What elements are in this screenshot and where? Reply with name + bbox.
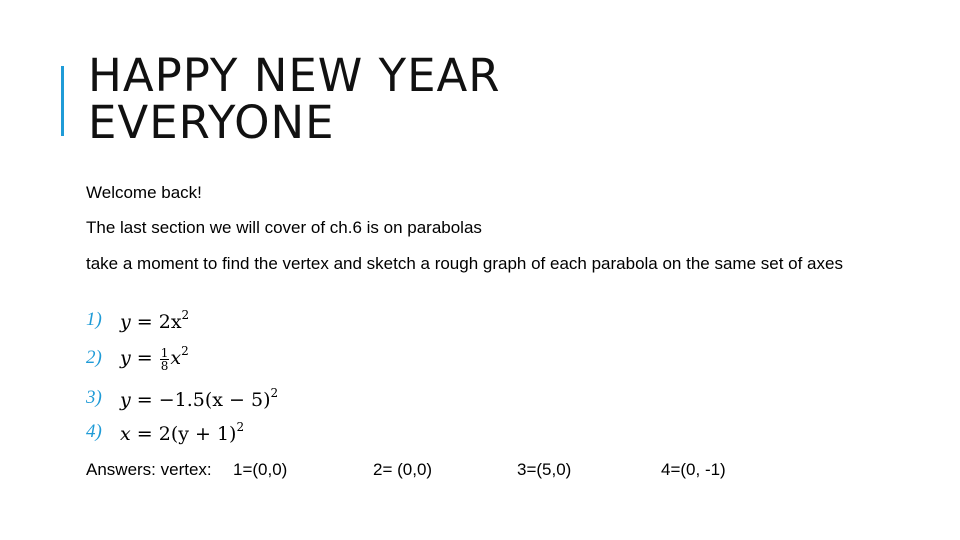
equation-exponent: 2 bbox=[270, 385, 279, 400]
problem-item-4 bbox=[86, 415, 244, 449]
answer-2: 2= (0,0) bbox=[373, 460, 433, 479]
problem-equation bbox=[120, 386, 278, 411]
equation-exponent: 2 bbox=[181, 307, 190, 322]
problem-number: 2) bbox=[86, 347, 102, 368]
answer-1: 1=(0,0) bbox=[233, 460, 288, 479]
equation-lhs: y bbox=[120, 347, 131, 370]
slide-title-line-2: EVERYONE bbox=[88, 96, 335, 149]
equation-rhs: = 2(y + 1) bbox=[136, 422, 237, 445]
problem-equation bbox=[120, 344, 189, 372]
problem-number: 3) bbox=[86, 387, 102, 408]
slide-title bbox=[88, 49, 501, 149]
equation-variable: x bbox=[170, 347, 182, 370]
equation-lhs: x bbox=[120, 422, 131, 445]
equation-lhs: y bbox=[120, 388, 131, 411]
problem-equation bbox=[120, 308, 189, 333]
equation-exponent: 2 bbox=[236, 419, 245, 434]
problem-number: 1) bbox=[86, 309, 102, 330]
equation-exponent: 2 bbox=[181, 344, 189, 359]
fraction-numerator: 1 bbox=[160, 345, 169, 360]
answer-3: 3=(5,0) bbox=[517, 460, 572, 479]
answer-4: 4=(0, -1) bbox=[661, 460, 726, 479]
problem-item-3 bbox=[86, 381, 278, 415]
problem-item-2 bbox=[86, 341, 189, 375]
equation-lhs: y bbox=[120, 310, 131, 333]
title-accent-bar bbox=[61, 66, 64, 136]
equation-fraction bbox=[160, 347, 170, 372]
problem-item-1 bbox=[86, 303, 189, 337]
last-section-text: The last section we will cover of ch.6 is on parabolas bbox=[86, 218, 482, 237]
welcome-text: Welcome back! bbox=[86, 183, 202, 202]
answers-label: Answers: vertex: bbox=[86, 460, 212, 479]
problem-number: 4) bbox=[86, 421, 102, 442]
fraction-denominator: 8 bbox=[160, 358, 169, 373]
slide-title-line-1: HAPPY NEW YEAR bbox=[88, 49, 501, 102]
equation-rhs: = bbox=[136, 347, 153, 370]
problem-equation bbox=[120, 420, 244, 445]
equation-rhs: = −1.5(x − 5) bbox=[136, 388, 271, 411]
instruction-text: take a moment to find the vertex and sketch a rough graph of each parabola on the same set of axes bbox=[86, 254, 843, 273]
equation-rhs: = 2x bbox=[136, 310, 182, 333]
